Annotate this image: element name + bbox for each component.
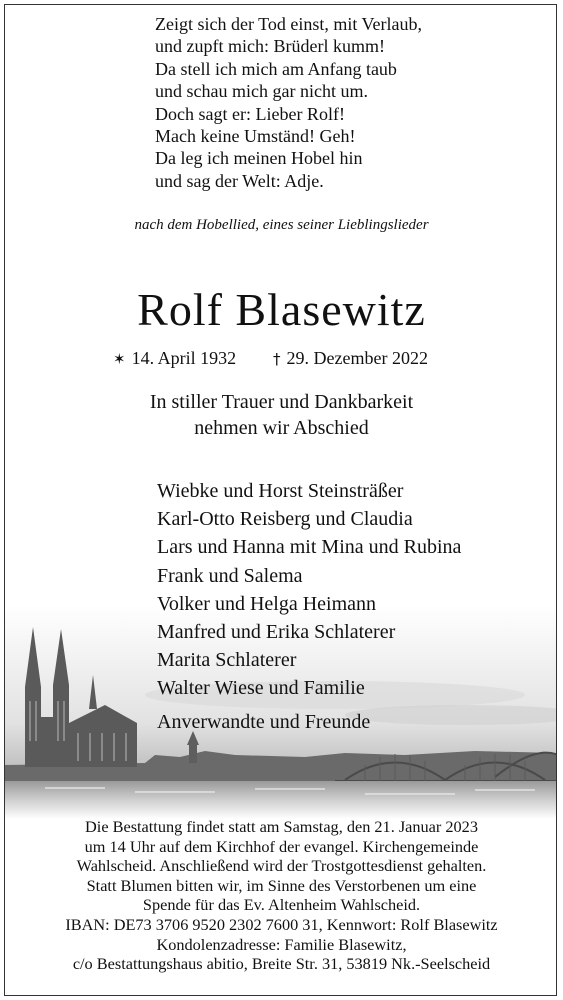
poem-line: und sag der Welt: Adje. [155,170,324,191]
birth-date-text: 14. April 1932 [131,348,237,368]
death-date [273,348,428,369]
family-list [157,477,461,736]
family-member: Marita Schlaterer [157,649,297,672]
poem-line: und schau mich gar nicht um. [155,81,368,102]
poem [155,13,422,192]
notice-line: Die Bestattung findet statt am Samstag, den 21. Januar 2023 [85,817,478,836]
poem-line: Da leg ich meinen Hobel hin [155,148,363,169]
death-cross-icon: † [273,350,281,368]
mourning-line: nehmen wir Abschied [194,417,369,439]
mourning-line: In stiller Trauer und Dankbarkeit [149,391,414,413]
obituary-notice [4,4,557,996]
family-member: Lars und Hanna mit Mina und Rubina [157,536,462,559]
family-member: Frank und Salema [157,564,303,587]
birth-date [113,348,236,369]
poem-line: und zupft mich: Brüderl kumm! [155,36,385,57]
funeral-notice [5,817,557,974]
family-member: Karl-Otto Reisberg und Claudia [157,508,413,531]
family-member: Manfred und Erika Schlaterer [157,621,396,644]
notice-line: um 14 Uhr auf dem Kirchhof der evangel. Kirchengemeinde [84,836,479,856]
notice-line: Wahlscheid. Anschließend wird der Trostgottesdienst gehalten. [76,856,487,876]
family-member: Walter Wiese und Familie [157,677,365,700]
mourning-statement [5,389,557,441]
death-date-text: 29. Dezember 2022 [286,348,428,368]
family-member: Volker und Helga Heimann [157,592,377,615]
poem-line: Doch sagt er: Lieber Rolf! [155,103,345,124]
family-member: Anverwandte und Freunde [157,710,371,733]
notice-line: Kondolenzadresse: Familie Blasewitz, [156,934,407,954]
notice-line: Statt Blumen bitten wir, im Sinne des Verstorbenen um eine [86,875,477,895]
notice-line: IBAN: DE73 3706 9520 2302 7600 31, Kennwort: Rolf Blasewitz [65,914,498,934]
notice-line: c/o Bestattungshaus abitio, Breite Str. 31, 53819 Nk.-Seelscheid [72,954,491,974]
deceased-name: Rolf Blasewitz [137,284,426,335]
family-member: Wiebke und Horst Steinsträßer [157,480,404,502]
poem-line: Da stell ich mich am Anfang taub [155,58,397,79]
poem-line: Mach keine Umständ! Geh! [155,126,356,147]
poem-line: Zeigt sich der Tod einst, mit Verlaub, [155,14,423,34]
birth-star-icon: ✶ [113,350,126,368]
notice-line: Spende für das Ev. Altenheim Wahlscheid. [142,895,421,915]
poem-source: nach dem Hobellied, eines seiner Lieblingslieder [134,217,429,233]
